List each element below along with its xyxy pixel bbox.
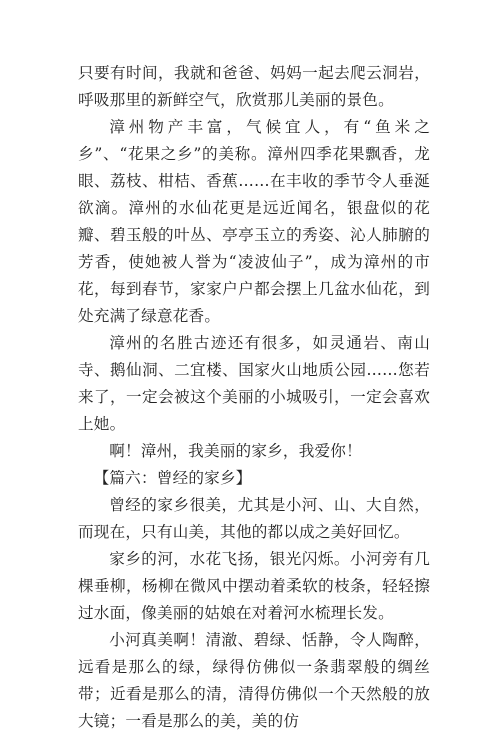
- document-body: [78, 60, 430, 735]
- paragraph-2: 漳州物产丰富，气候宜人，有“鱼米之乡”、“花果之乡”的美称。漳州四季花果飘香，龙眼、荔枝、柑桔、香蕉……在丰收的季节令人垂涎欲滴。漳州的水仙花更是远近闻名，银盘似的花瓣、碧玉般的叶丛、亭亭玉立的秀姿、沁人肺腑的芳香，使她被人誉为“凌波仙子”，成为漳州的市花，每到春节，家家户户都会摆上几盆水仙花，到处充满了绿意花香。: [78, 118, 430, 325]
- paragraph-3: 漳州的名胜古迹还有很多，如灵通岩、南山寺、鹅仙洞、二宜楼、国家火山地质公园……您若来了，一定会被这个美丽的小城吸引，一定会喜欢上她。: [78, 334, 430, 433]
- paragraph-6: 家乡的河，水花飞扬，银光闪烁。小河旁有几棵垂柳，杨柳在微风中摆动着柔软的枝条，轻轻擦过水面，像美丽的姑娘在对着河水梳理长发。: [78, 550, 430, 622]
- paragraph-7: 小河真美啊！清澈、碧绿、恬静，令人陶醉，远看是那么的绿，绿得仿佛似一条翡翠般的绸丝带；近看是那么的清，清得仿佛似一个天然般的放大镜；一看是那么的美，美的仿: [78, 631, 430, 730]
- paragraph-5: 曾经的家乡很美，尤其是小河、山、大自然，而现在，只有山美，其他的都以成之美好回忆。: [78, 496, 430, 541]
- paragraph-4: 啊！漳州，我美丽的家乡，我爱你！: [109, 442, 362, 460]
- paragraph-1: 只要有时间，我就和爸爸、妈妈一起去爬云洞岩，呼吸那里的新鲜空气，欣赏那儿美丽的景色。: [78, 64, 430, 109]
- section-heading: 【篇六：曾经的家乡】: [93, 469, 252, 487]
